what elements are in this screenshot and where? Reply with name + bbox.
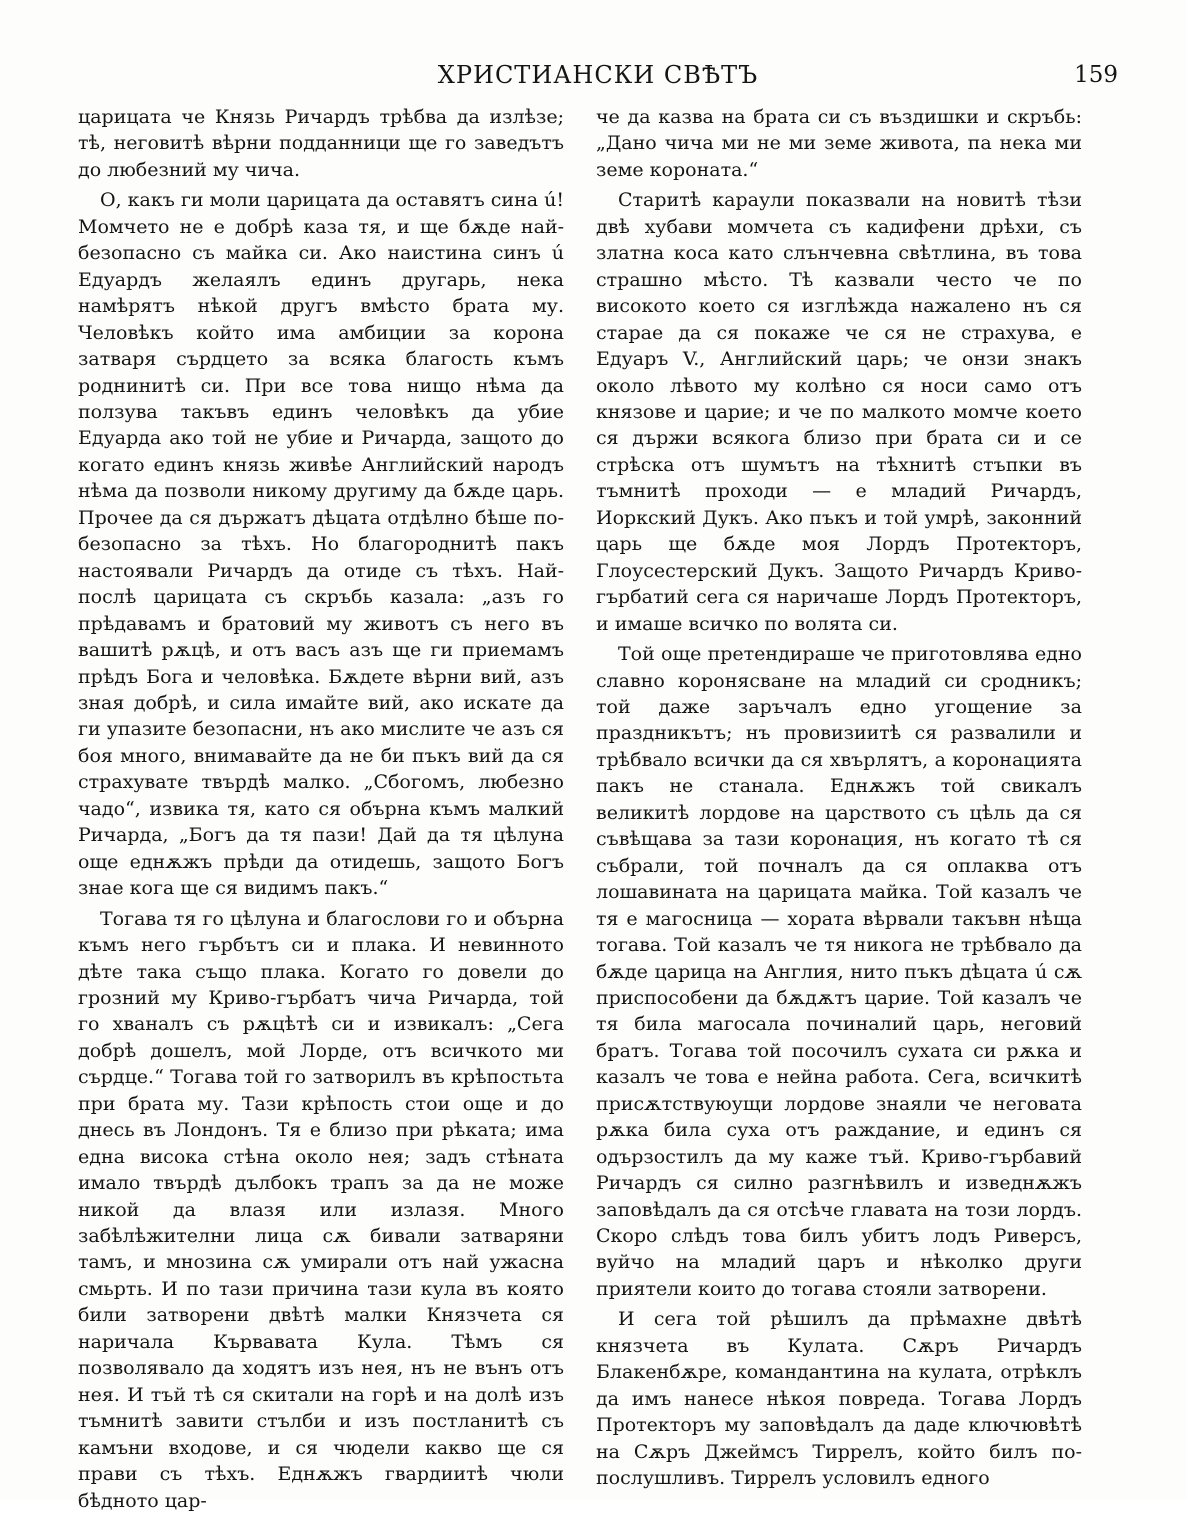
paragraph: Той още претендираше че приготовлява едно славно коронясване на младий си сродникъ; той даже заръчалъ едно угощение за праздникътъ; нъ провизиитѣ ся развалили и трѣбвало всички да ся хвърлятъ, а коронацията пакъ не станала. Еднѫжъ той свикалъ великитѣ лордове на царството съ цѣль да ся съвѣщава за тази коронация, нъ когато тѣ ся събрали, той почналъ да ся оплаква отъ лошавината на царицата майка. Той казалъ че тя е магосница — хората вѣрвали такъвн нѣща тогава. Той казалъ че тя никога не трѣбвало да бѫде царица на Англия, нито пъкъ дѣцата ú сѫ приспособени да бѫдѫтъ царие. Той казалъ че тя била магосала починалий царь, неговий братъ. Тогава той посочилъ сухата си рѫка и казалъ че това е нейна работа. Сега, всичкитѣ присѫтствуюущи лордове знаяли че неговата рѫка била суха отъ раждание, и единъ ся одързостилъ да му каже тъй. Криво-гърбавий Ричардъ ся силно разгнѣвилъ и изведнѫжъ заповѣдалъ да ся отсѣче главата на този лордъ. Скоро слѣдъ това билъ убитъ лодъ Риверсъ, вуйчо на младий царъ и нѣколко други приятели които до тогава стояли затворени. [596,643,1082,1300]
paragraph: Тогава тя го цѣлуна и благослови го и обърна къмъ него гърбътъ си и плака. И невинното дѣте така също плака. Когато го довели до грозний му Криво-гърбатъ чича Ричарда, той го хваналъ съ рѫцѣтѣ си и извикалъ: „Сега добрѣ дошелъ, мой Лорде, отъ всичкото ми сърдце.“ Тогава той го затворилъ въ крѣпостьта при брата му. Тази крѣпость стои още и до днесь въ Лондонъ. Тя е близо при рѣката; има една висока стѣна около нея; задъ стѣната имало твърдѣ дълбокъ трапъ за да не може никой да влазя или излазя. Много забѣлѣжителни лица сѫ бивали затваряни тамъ, и мнозина сѫ умирали отъ най ужасна смьрть. И по тази причина тази кула въ която били затворени двѣтѣ малки Князчета ся наричала Кървавата Кула. Тѣмъ ся позволявало да ходятъ изъ нея, нъ не вънъ отъ нея. И тъй тѣ ся скитали на горѣ и на долѣ изъ тъмнитѣ завити стълби и изъ постланитѣ съ камъни входове, и ся чюдели какво ще ся прави съ тѣхъ. Еднѫжъ гвардиитѣ чюли бѣдното цар- [78,907,564,1512]
page-number: 159 [1074,62,1118,88]
running-header [78,58,1118,92]
paragraph: Старитѣ караули показвали на новитѣ тѣзи двѣ хубави момчета съ кадифени дрѣхи, съ златна коса като слънчевна свѣтлина, въ това страшно мѣсто. Тѣ казвали често че по високото което ся изглѣжда нажалено нъ ся старае да ся покаже че ся не страхува, е Едуаръ V., Английский царь; че онзи знакъ около лѣвото му колѣно ся носи само отъ князове и царие; и че по малкото момче което ся държи всякога близо при брата си и се стрѣска отъ шумътъ на тѣхнитѣ стъпки въ тъмнитѣ проходи — е младий Ричардъ, Иоркский Дукъ. Ако пъкъ и той умрѣ, законний царь ще бѫде моя Лордъ Протекторъ, Глоусестерский Дукъ. Защото Ричардъ Криво-гърбатий сега ся наричаше Лордъ Протекторъ, и имаше всичко по волята си. [596,189,1082,635]
running-title: ХРИСТИАНСКИ СВѢТЪ [437,61,759,89]
right-column [596,104,1082,1490]
paragraph: О, какъ ги моли царицата да оставятъ сина ú! Момчето не е добрѣ каза тя, и ще бѫде най-безопасно съ майка си. Ако наистина синъ ú Едуардъ желаялъ единъ другарь, нека намѣрятъ нѣкой другъ вмѣсто брата му. Человѣкъ който има амбиции за корона затваря сърдцето за всяка благость къмъ роднинитѣ си. При все това нищо нѣма да ползува такъвъ единъ человѣкъ да убие Едуарда ако той не убие и Ричарда, защото до когато единъ князь живѣе Английский народъ нѣма да позволи никому другиму да бѫде царь. Прочее да ся държатъ дѣцата отдѣлно бѣше по-безопасно за тѣхъ. Но благороднитѣ пакъ настоявали Ричардъ да отиде съ тѣхъ. Най-послѣ царицата съ скръбь казала: „азъ го прѣдавамъ и братовий му животъ съ него въ вашитѣ рѫцѣ, и отъ васъ азъ ще ги приемамъ прѣдъ Бога и человѣка. Бѫдете вѣрни вий, азъ зная добрѣ, и сила имайте вий, ако искате да ги упазите безопасни, нъ ако мислите че азъ ся боя много, внимавайте да не би пъкъ вий да ся страхувате твърдѣ малко. „Сбогомъ, любезно чадо“, извика тя, като ся обърна къмъ малкий Ричарда, „Богъ да тя пази! Дай да тя цѣлуна още еднѫжъ прѣди да отидешь, защото Богъ знае кога ще ся видимъ пакъ.“ [78,189,564,900]
paragraph: царицата че Князь Ричардъ трѣбва да излѣзе; тѣ, неговитѣ вѣрни подданници ще го заведътъ до любезний му чича. [78,106,564,181]
paragraph: че да казва на брата си съ въздишки и скръбь: „Дано чича ми не ми земе живота, па нека ми земе короната.“ [596,106,1082,181]
left-column [78,104,564,1512]
paragraph: И сега той рѣшилъ да прѣмахне двѣтѣ князчета въ Кулата. Сѫръ Ричардъ Блакенбѫре, командантина на кулата, отрѣклъ да имъ нанесе нѣкоя повреда. Тогава Лордъ Протекторъ му заповѣдалъ да даде ключювѣтѣ на Сѫръ Джеймсъ Тиррелъ, който билъ по-послушливъ. Тиррелъ условилъ едного [596,1308,1082,1490]
